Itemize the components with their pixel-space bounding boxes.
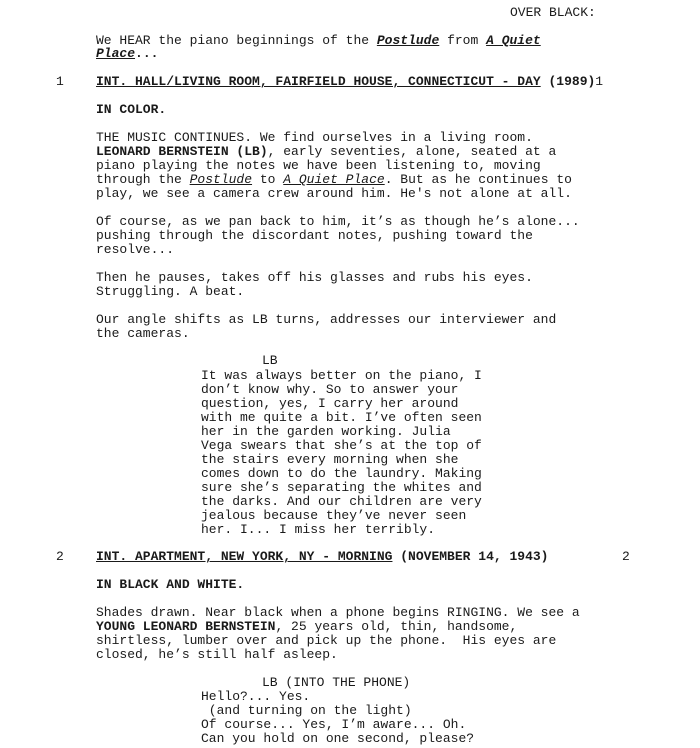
action-line: YOUNG LEONARD BERNSTEIN, 25 years old, thin, handsome,: [96, 619, 518, 634]
action-line: through the Postlude to A Quiet Place. But as he continues to: [96, 172, 572, 187]
dialogue-line: Hello?... Yes.: [201, 689, 311, 704]
action-line: shirtless, lumber over and pick up the phone. His eyes are: [96, 633, 557, 648]
transition-over-black: OVER BLACK:: [510, 5, 596, 20]
action-line: Of course, as we pan back to him, it’s as though he’s alone...: [96, 214, 580, 229]
character-cue: LB (INTO THE PHONE): [262, 675, 411, 690]
dialogue-line: her in the garden working. Julia: [201, 424, 451, 439]
music-title-postlude: Postlude: [376, 33, 440, 48]
action-line: play, we see a camera crew around him. He's not alone at all.: [96, 186, 572, 201]
music-title-place: Place: [96, 46, 136, 61]
action-line: Then he pauses, takes off his glasses and rubs his eyes.: [96, 270, 533, 285]
scene-heading: INT. HALL/LIVING ROOM, FAIRFIELD HOUSE, CONNECTICUT - DAY (1989)1: [96, 74, 604, 89]
scene-number-right: 2: [622, 549, 630, 564]
action-line: piano playing the notes we have been listening to, moving: [96, 158, 541, 173]
dialogue-line: jealous because they’ve never seen: [201, 508, 467, 523]
scene-number-left: 1: [56, 74, 64, 89]
dialogue-line: sure she’s separating the whites and: [201, 480, 482, 495]
dialogue-line: her. I... I miss her terribly.: [201, 522, 436, 537]
action-line: pushing through the discordant notes, pushing toward the: [96, 228, 533, 243]
scene-number-left: 2: [56, 549, 64, 564]
action-line: LEONARD BERNSTEIN (LB), early seventies, alone, seated at a: [96, 144, 557, 159]
scene-heading: INT. APARTMENT, NEW YORK, NY - MORNING (NOVEMBER 14, 1943): [96, 549, 549, 564]
scene-number-right: 1: [595, 74, 604, 89]
action-line: Our angle shifts as LB turns, addresses our interviewer and: [96, 312, 557, 327]
character-cue: LB: [262, 353, 278, 368]
in-color-label: IN COLOR.: [96, 102, 167, 117]
character-intro-young-lb: YOUNG LEONARD BERNSTEIN: [96, 619, 276, 634]
dialogue-line: comes down to do the laundry. Making: [201, 466, 482, 481]
dialogue-line: the darks. And our children are very: [201, 494, 482, 509]
character-intro-lb: LEONARD BERNSTEIN (LB): [96, 144, 268, 159]
action-line: Place...: [96, 46, 159, 61]
action-line: Struggling. A beat.: [96, 284, 245, 299]
dialogue-line: Vega swears that she’s at the top of: [201, 438, 482, 453]
action-line: the cameras.: [96, 326, 190, 341]
music-title-a-quiet: A Quiet: [486, 33, 541, 48]
in-black-and-white-label: IN BLACK AND WHITE.: [96, 577, 245, 592]
dialogue-line: Can you hold on one second, please?: [201, 731, 475, 746]
dialogue-line: the stairs every morning when she: [201, 452, 459, 467]
parenthetical: (and turning on the light): [201, 703, 412, 718]
dialogue-line: with me quite a bit. I’ve often seen: [201, 410, 482, 425]
dialogue-line: It was always better on the piano, I: [201, 368, 482, 383]
dialogue-line: question, yes, I carry her around: [201, 396, 459, 411]
action-line: closed, he’s still half asleep.: [96, 647, 338, 662]
action-line: THE MUSIC CONTINUES. We find ourselves in a living room.: [96, 130, 533, 145]
action-line: resolve...: [96, 242, 175, 257]
action-line: We HEAR the piano beginnings of the Postlude from A Quiet: [96, 33, 541, 48]
dialogue-line: Of course... Yes, I’m aware... Oh.: [201, 717, 467, 732]
action-line: Shades drawn. Near black when a phone begins RINGING. We see a: [96, 605, 580, 620]
dialogue-line: don’t know why. So to answer your: [201, 382, 459, 397]
